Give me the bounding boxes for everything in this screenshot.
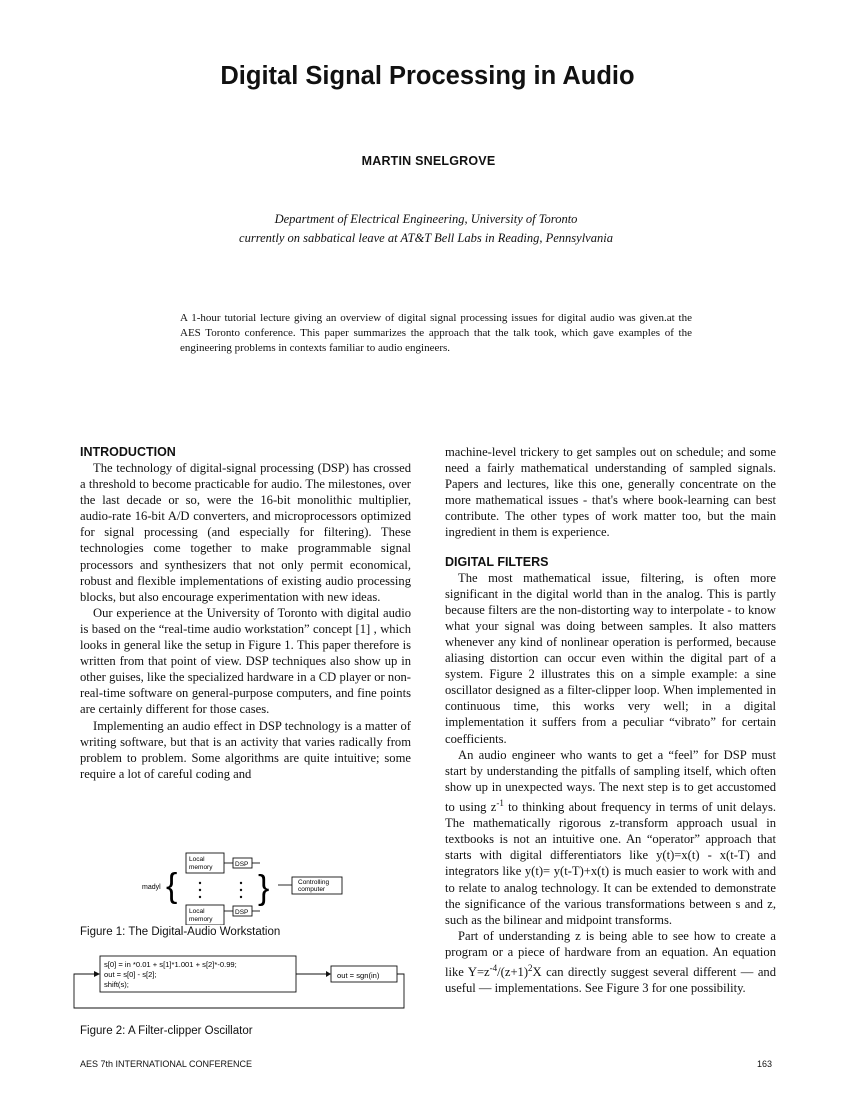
figure-2-caption: Figure 2: A Filter-clipper Oscillator	[80, 1025, 253, 1037]
code-line-2: out = s[0] - s[2];	[104, 970, 157, 979]
controlling-computer-label-2: computer	[298, 886, 326, 893]
left-column	[80, 444, 411, 782]
dsp-top-label: DSP	[235, 861, 249, 868]
dsp-bottom-label: DSP	[235, 909, 249, 916]
figure-1-caption: Figure 1: The Digital-Audio Workstation	[80, 926, 281, 938]
right-column	[445, 444, 776, 996]
affiliation-line-2: currently on sabbatical leave at AT&T Bell Labs in Reading, Pennsylvania	[239, 231, 613, 245]
filters-paragraph-2: An audio engineer who wants to get a “feel” for DSP must start by understanding the pitfalls of sampling itself, which often show up in unexpected ways. The next step is to get accustomed to using $z^{-1}$ to thinking about frequency in terms of unit delays. The mathematically rigorous z-transform approach usual in textbooks is not an intuitive one. An “operator” approach that starts with digital differentiators like y(t)=x(t) - x(t-T) and integrators like y(t)= y(t-T)+x(t) is much easier to work with and to relate to analog technology. It can be extended to demonstrate the significance of the various transformations between s and z, such as the bilinear and midpoint transforms.	[445, 747, 776, 927]
left-brace: {	[166, 867, 178, 905]
page-number: 163	[757, 1059, 773, 1069]
local-memory-top-label-2: memory	[189, 864, 213, 871]
section-heading-introduction: INTRODUCTION	[80, 445, 176, 459]
intro-paragraph-1: The technology of digital-signal processing (DSP) has crossed a threshold to become practicable for audio. The milestones, over the last decade or so, were the 16-bit monolithic multiplier, audio-rate 16-bit A/D converters, and microprocessors optimized for signal processing (and especially for filtering). These technologies come together to make programmable signal processors and synthesizers that not only permit economical, robust and flexible implementations of existing audio processing blocks, but also encourage experimentation with new ideas.	[80, 461, 411, 604]
code-line-3: shift(s);	[104, 980, 129, 989]
abstract: A 1-hour tutorial lecture giving an overview of digital signal processing issues for digital audio was given.at the AES Toronto conference. This paper summarizes the approach that the talk took, which gave examples of the engineering problems in contexts familiar to audio engineers.	[180, 312, 692, 354]
author-name: MARTIN SNELGROVE	[361, 154, 496, 168]
intro-paragraph-2: Our experience at the University of Toronto with digital audio is based on the “real-time audio workstation” concept [1] , which looks in general like the setup in Figure 1. This paper therefore is written from that point of view. DSP techniques also show up in other guises, like the specialized hardware in a CD player or non-real-time software on general-purpose computers, and fine points are certainly different for those cases.	[80, 605, 411, 717]
code-line-1: s[0] = in *0.01 + s[1]*1.001 + s[2]*-0.99;	[104, 960, 237, 969]
affiliation-line-1: Department of Electrical Engineering, University of Toronto	[274, 212, 578, 226]
figure-2-diagram	[72, 954, 412, 1016]
filters-paragraph-1: The most mathematical issue, filtering, is often more significant in the digital world than in the analog. This is partly because filters are the non-distorting way to interpolate - to know what your signal was doing between samples. It also matters whenever any kind of nonlinear operation is performed, because aliasing distortion can occur even within the digital part of a system. Figure 2 illustrates this on a simple example: a sine oscillator designed as a filter-clipper loop. When implemented in continuous time, this works very well; in a digital implementation it suffers from a peculiar “vibrato” for certain coefficients.	[445, 570, 776, 746]
sgn-output-label: out = sgn(in)	[337, 971, 380, 980]
paper-title: Digital Signal Processing in Audio	[220, 62, 635, 90]
section-heading-digital-filters: DIGITAL FILTERS	[445, 554, 549, 569]
continued-paragraph: machine-level trickery to get samples out on schedule; and some need a fairly mathematical understanding of sampled signals. Papers and lectures, like this one, generally concentrate on the more mathematical issues - that's where book-learning can best contribute. The other types of work matter too, but the main ingredient in them is experience.	[445, 445, 776, 540]
figure-1-diagram	[130, 845, 390, 925]
controlling-computer-label-1: Controlling	[298, 879, 330, 886]
figure-1-left-label: madyl	[142, 884, 161, 891]
footer-conference: AES 7th INTERNATIONAL CONFERENCE	[80, 1059, 253, 1069]
local-memory-bottom-label-1: Local	[189, 908, 205, 915]
right-brace: }	[258, 869, 270, 907]
local-memory-top-label-1: Local	[189, 856, 205, 863]
filters-paragraph-3: Part of understanding z is being able to see how to create a program or a piece of hardware from an equation. An equation like $Y=z^{-4}/(z+1)^2X$ can directly suggest several different — and useful — implementations. See Figure 3 for one possibility.	[445, 928, 777, 996]
intro-paragraph-3: Implementing an audio effect in DSP technology is a matter of writing software, but that is an activity that varies radically from problem to problem. Some algorithms are quite intuitive; some require a lot of careful coding and	[80, 718, 411, 781]
local-memory-bottom-label-2: memory	[189, 916, 213, 923]
